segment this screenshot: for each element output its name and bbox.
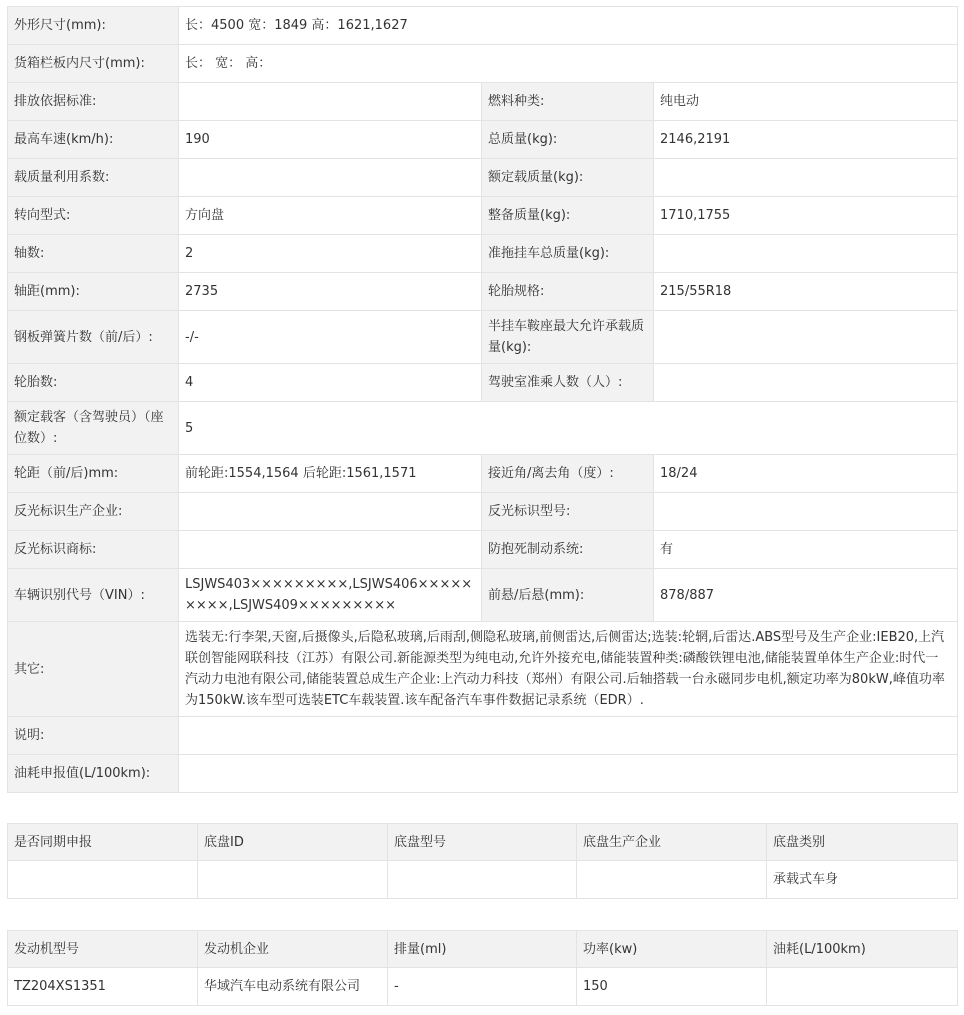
note-value xyxy=(179,717,958,755)
saddle-load-value xyxy=(654,311,958,364)
chassis-header-cell: 是否同期申报 xyxy=(8,824,198,861)
curb-weight-label: 整备质量(kg): xyxy=(482,197,654,235)
cab-occupants-value xyxy=(654,364,958,402)
spec-row-wheelbase-tire xyxy=(8,273,958,311)
saddle-load-label: 半挂车鞍座最大允许承载质量(kg): xyxy=(482,311,654,364)
table-row xyxy=(8,861,958,899)
engine-table xyxy=(7,930,958,1006)
load-coefficient-label: 载质量利用系数: xyxy=(8,159,179,197)
chassis-header-cell: 底盘生产企业 xyxy=(577,824,767,861)
chassis-header-cell: 底盘型号 xyxy=(388,824,577,861)
table-cell: 华域汽车电动系统有限公司 xyxy=(198,968,388,1006)
overhang-label: 前悬/后悬(mm): xyxy=(482,569,654,622)
spec-row-spring-saddle xyxy=(8,311,958,364)
tire-count-value: 4 xyxy=(179,364,482,402)
axle-count-label: 轴数: xyxy=(8,235,179,273)
spec-row-track-angle xyxy=(8,455,958,493)
load-coefficient-value xyxy=(179,159,482,197)
spec-row-cargo xyxy=(8,45,958,83)
spec-row-emission-fuel xyxy=(8,83,958,121)
cab-occupants-label: 驾驶室准乘人数（人）: xyxy=(482,364,654,402)
axle-count-value: 2 xyxy=(179,235,482,273)
emission-standard-value xyxy=(179,83,482,121)
engine-header-row xyxy=(8,931,958,968)
reflector-maker-value xyxy=(179,493,482,531)
note-label: 说明: xyxy=(8,717,179,755)
reflector-maker-label: 反光标识生产企业: xyxy=(8,493,179,531)
spec-row-dimensions xyxy=(8,7,958,45)
chassis-header-row xyxy=(8,824,958,861)
curb-weight-value: 1710,1755 xyxy=(654,197,958,235)
spec-row-brand-abs xyxy=(8,531,958,569)
vehicle-spec-table xyxy=(7,6,958,793)
fuel-type-value: 纯电动 xyxy=(654,83,958,121)
abs-value: 有 xyxy=(654,531,958,569)
table-row xyxy=(8,968,958,1006)
spec-row-axles-trailer xyxy=(8,235,958,273)
vin-label: 车辆识别代号（VIN）: xyxy=(8,569,179,622)
spec-row-tires-cab xyxy=(8,364,958,402)
engine-header-cell: 油耗(L/100km) xyxy=(767,931,958,968)
leaf-spring-value: -/- xyxy=(179,311,482,364)
cargo-size-label: 货箱栏板内尺寸(mm): xyxy=(8,45,179,83)
table-cell xyxy=(388,861,577,899)
vin-value: LSJWS403×××××××××,LSJWS406×××××××××,LSJWS409××××××××× xyxy=(179,569,482,622)
total-mass-value: 2146,2191 xyxy=(654,121,958,159)
table-cell xyxy=(8,861,198,899)
other-value: 选装无:行李架,天窗,后摄像头,后隐私玻璃,后雨刮,侧隐私玻璃,前侧雷达,后侧雷达;选装:轮辋,后雷达.ABS型号及生产企业:IEB20,上汽联创智能网联科技（江苏）有限公司.新能源类型为纯电动,允许外接充电,储能装置种类:磷酸铁锂电池,储能装置单体生产企业:时代一汽动力电池有限公司,储能装置总成生产企业:上汽动力科技（郑州）有限公司.后轴搭载一台永磁同步电机,额定功率为80kW,峰值功率为150kW.该车型可选装ETC车载装置.该车配备汽车事件数据记录系统（EDR）. xyxy=(179,622,958,717)
wheelbase-value: 2735 xyxy=(179,273,482,311)
spec-row-fuel-report xyxy=(8,755,958,793)
abs-label: 防抱死制动系统: xyxy=(482,531,654,569)
max-speed-value: 190 xyxy=(179,121,482,159)
spec-row-other xyxy=(8,622,958,717)
engine-header-cell: 排量(ml) xyxy=(388,931,577,968)
trailer-mass-label: 准拖挂车总质量(kg): xyxy=(482,235,654,273)
emission-standard-label: 排放依据标准: xyxy=(8,83,179,121)
engine-header-cell: 发动机企业 xyxy=(198,931,388,968)
track-width-label: 轮距（前/后)mm: xyxy=(8,455,179,493)
chassis-header-cell: 底盘类别 xyxy=(767,824,958,861)
fuel-report-label: 油耗申报值(L/100km): xyxy=(8,755,179,793)
rated-load-label: 额定载质量(kg): xyxy=(482,159,654,197)
chassis-header-cell: 底盘ID xyxy=(198,824,388,861)
table-cell: 承载式车身 xyxy=(767,861,958,899)
rated-load-value xyxy=(654,159,958,197)
spec-row-speed-mass xyxy=(8,121,958,159)
reflector-brand-value xyxy=(179,531,482,569)
engine-header-cell: 功率(kw) xyxy=(577,931,767,968)
table-cell: TZ204XS1351 xyxy=(8,968,198,1006)
reflector-model-value xyxy=(654,493,958,531)
reflector-model-label: 反光标识型号: xyxy=(482,493,654,531)
dimensions-label: 外形尺寸(mm): xyxy=(8,7,179,45)
table-cell: 150 xyxy=(577,968,767,1006)
spec-row-note xyxy=(8,717,958,755)
leaf-spring-label: 钢板弹簧片数（前/后）: xyxy=(8,311,179,364)
approach-angle-value: 18/24 xyxy=(654,455,958,493)
cargo-size-value: 长： 宽： 高： xyxy=(179,45,958,83)
steering-type-label: 转向型式: xyxy=(8,197,179,235)
track-width-value: 前轮距:1554,1564 后轮距:1561,1571 xyxy=(179,455,482,493)
approach-angle-label: 接近角/离去角（度）: xyxy=(482,455,654,493)
chassis-table xyxy=(7,823,958,899)
spec-row-reflector xyxy=(8,493,958,531)
tire-spec-label: 轮胎规格: xyxy=(482,273,654,311)
table-cell xyxy=(198,861,388,899)
total-mass-label: 总质量(kg): xyxy=(482,121,654,159)
rated-passengers-label: 额定载客（含驾驶员）（座位数）: xyxy=(8,402,179,455)
engine-header-cell: 发动机型号 xyxy=(8,931,198,968)
spec-row-vin-overhang xyxy=(8,569,958,622)
spec-row-steering-curb xyxy=(8,197,958,235)
table-cell xyxy=(767,968,958,1006)
spec-row-load xyxy=(8,159,958,197)
steering-type-value: 方向盘 xyxy=(179,197,482,235)
table-cell: - xyxy=(388,968,577,1006)
trailer-mass-value xyxy=(654,235,958,273)
max-speed-label: 最高车速(km/h): xyxy=(8,121,179,159)
fuel-report-value xyxy=(179,755,958,793)
dimensions-value: 长：4500 宽：1849 高：1621,1627 xyxy=(179,7,958,45)
reflector-brand-label: 反光标识商标: xyxy=(8,531,179,569)
overhang-value: 878/887 xyxy=(654,569,958,622)
other-label: 其它: xyxy=(8,622,179,717)
table-cell xyxy=(577,861,767,899)
tire-count-label: 轮胎数: xyxy=(8,364,179,402)
tire-spec-value: 215/55R18 xyxy=(654,273,958,311)
wheelbase-label: 轴距(mm): xyxy=(8,273,179,311)
rated-passengers-value: 5 xyxy=(179,402,958,455)
spec-row-passengers xyxy=(8,402,958,455)
fuel-type-label: 燃料种类: xyxy=(482,83,654,121)
